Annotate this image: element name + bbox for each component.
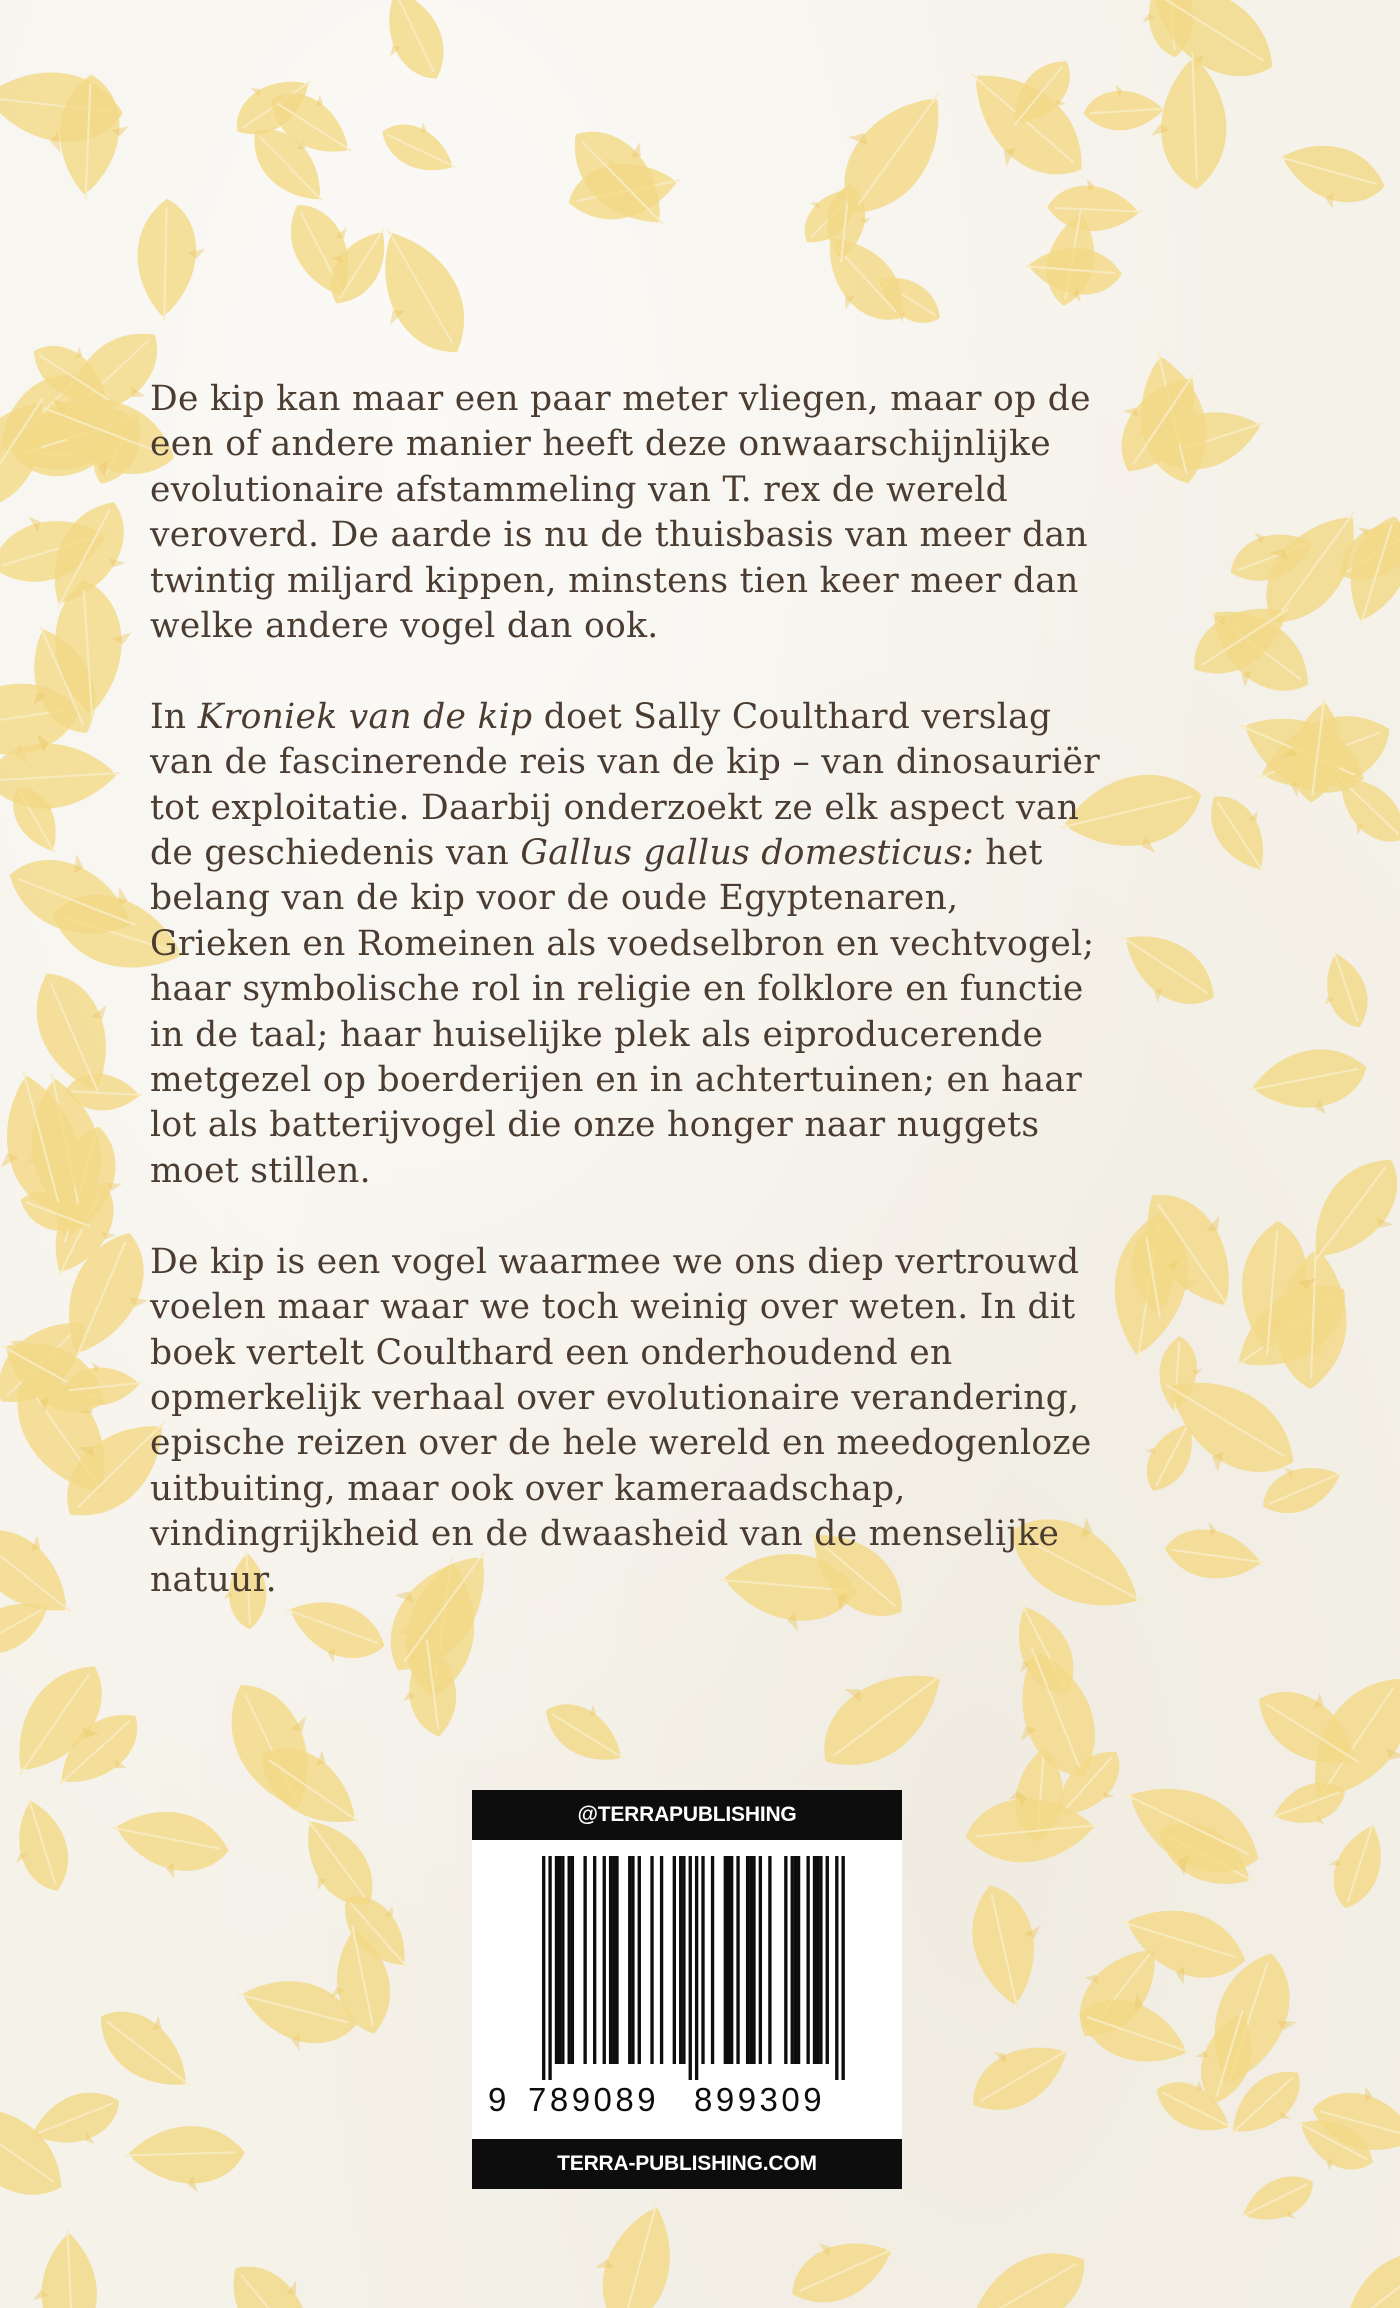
barcode-bar xyxy=(711,1856,714,2064)
book-title: Kroniek van de kip xyxy=(197,696,533,737)
feather-shape xyxy=(1325,2233,1400,2308)
feather-shape xyxy=(941,48,1103,205)
barcode-bar xyxy=(749,1856,752,2064)
feather-shape xyxy=(374,108,467,184)
barcode-bar xyxy=(571,1856,574,2064)
barcode-bar xyxy=(612,1856,615,2064)
feather-shape xyxy=(0,1791,78,1900)
blurb-paragraph-3: De kip is een vogel waarmee we ons diep vertrouwd voelen maar waar we toch weinig over weten. In dit boek vertelt Coulthard een onderhoudend en opmerkelijk verhaal over evolutionaire verandering, epische reizen over de hele wereld en meedogenloze uitbuiting, maar ook over kameraadschap, vindingrijkheid en de dwaasheid van de menselijke natuur. xyxy=(150,1241,1092,1600)
feather-shape xyxy=(1317,1813,1393,1915)
blurb-paragraph-2 xyxy=(150,695,1110,1194)
blurb-paragraph-2-prefix: In xyxy=(150,696,198,737)
barcode-bar xyxy=(631,1856,634,2064)
feather-shape xyxy=(956,2019,1082,2126)
isbn-right-group: 899309 xyxy=(694,2081,826,2118)
barcode-bar xyxy=(679,1856,682,2064)
barcode-bar xyxy=(650,1856,653,2064)
feather-shape xyxy=(365,0,458,92)
barcode-bar xyxy=(695,1856,698,2080)
feather-shape xyxy=(1104,1763,1273,1903)
barcode-bar xyxy=(806,1856,809,2064)
barcode-bar xyxy=(797,1856,800,2064)
isbn-lead-digit: 9 xyxy=(488,2081,510,2118)
barcode-bar xyxy=(724,1856,727,2064)
barcode-bar xyxy=(542,1856,545,2080)
barcode-bar xyxy=(736,1856,739,2064)
feather-shape xyxy=(535,1685,640,1777)
barcode-bar xyxy=(727,1856,730,2064)
barcode-bar xyxy=(558,1856,561,2064)
barcode-bar xyxy=(752,1856,755,2064)
barcode-bar xyxy=(555,1856,558,2064)
feather-shape xyxy=(580,2191,687,2308)
feather-shape xyxy=(952,2234,1105,2308)
barcode-bar xyxy=(548,1856,551,2080)
barcode-bar xyxy=(638,1856,641,2064)
barcode-bar xyxy=(689,1856,692,2080)
barcode-bar xyxy=(561,1856,564,2064)
feather-shape xyxy=(1046,176,1144,234)
feather-shape xyxy=(31,2228,98,2308)
feather-shape xyxy=(1161,1516,1269,1586)
feather-shape xyxy=(778,2217,904,2308)
feather-shape xyxy=(1198,781,1287,883)
feather-shape xyxy=(1244,1041,1374,1127)
barcode-bar xyxy=(784,1856,787,2064)
feather-shape xyxy=(555,106,691,245)
feather-shape xyxy=(1103,915,1228,1027)
feather-shape xyxy=(124,2126,245,2193)
barcode-bar xyxy=(794,1856,797,2064)
isbn-number xyxy=(488,2081,888,2121)
barcode-bar xyxy=(730,1856,733,2064)
barcode-bar xyxy=(603,1856,606,2064)
barcode-bar xyxy=(682,1856,685,2064)
isbn-barcode xyxy=(507,1856,867,2080)
isbn-left-group: 789089 xyxy=(528,2081,660,2118)
barcode-bar xyxy=(816,1856,819,2064)
website-label: TERRA-PUBLISHING.COM xyxy=(472,2139,902,2189)
barcode-bar xyxy=(768,1856,771,2064)
feather-shape xyxy=(1269,132,1392,222)
barcode-bar xyxy=(746,1856,749,2064)
barcode-bar xyxy=(759,1856,762,2064)
barcode-bar xyxy=(628,1856,631,2064)
barcode-bar xyxy=(701,1856,704,2064)
feather-shape xyxy=(104,1800,234,1889)
barcode-block xyxy=(472,1790,902,2189)
feather-shape xyxy=(1310,945,1376,1035)
feather-shape xyxy=(962,1877,1056,2015)
barcode-bar xyxy=(660,1856,663,2064)
social-handle-label: @TERRAPUBLISHING xyxy=(472,1790,902,1840)
barcode-bar xyxy=(593,1856,596,2064)
barcode-bar xyxy=(813,1856,816,2064)
feather-shape xyxy=(215,2243,342,2308)
feather-shape xyxy=(1233,2166,1324,2240)
barcode-bar xyxy=(609,1856,612,2064)
barcode-bar xyxy=(791,1856,794,2064)
barcode-bar xyxy=(568,1856,571,2064)
feather-shape xyxy=(1150,52,1228,190)
barcode-bar xyxy=(673,1856,676,2064)
feather-shape xyxy=(1082,83,1167,132)
barcode-bar xyxy=(826,1856,829,2064)
barcode-bar xyxy=(819,1856,822,2064)
blurb-paragraph-2-middle: doet Sally Coulthard verslag van de fascinerende reis van de kip – van dinosauriër tot exploitatie. Daarbij onderzoekt ze elk aspect van de geschiedenis van xyxy=(150,696,1101,874)
feather-shape xyxy=(85,1988,211,2107)
blurb-paragraph-1: De kip kan maar een paar meter vliegen, maar op de een of andere manier heeft deze onwaarschijnlijke evolutionaire afstammeling van T. rex de wereld veroverd. De aarde is nu de thuisbasis van meer dan twintig miljard kippen, minstens tien keer meer dan welke andere vogel dan ook. xyxy=(150,379,1091,647)
feather-shape xyxy=(797,1637,963,1788)
barcode-bar xyxy=(583,1856,586,2064)
barcode-bar xyxy=(835,1856,838,2080)
barcode-bar xyxy=(842,1856,845,2080)
blurb-paragraph-2-suffix: het belang van de kip voor de oude Egyptenaren, Grieken en Romeinen als voedselbron en vechtvogel; haar symbolische rol in religie en folklore en functie in de taal; haar huiselijke plek als eiproducerende metgezel op boerderijen en in achtertuinen; en haar lot als batterijvogel die onze honger naar nuggets moet stillen. xyxy=(150,833,1095,1191)
barcode-bar xyxy=(615,1856,618,2064)
blurb-text xyxy=(150,377,1110,1648)
feather-shape xyxy=(135,198,207,323)
species-name: Gallus gallus domesticus: xyxy=(520,833,975,874)
